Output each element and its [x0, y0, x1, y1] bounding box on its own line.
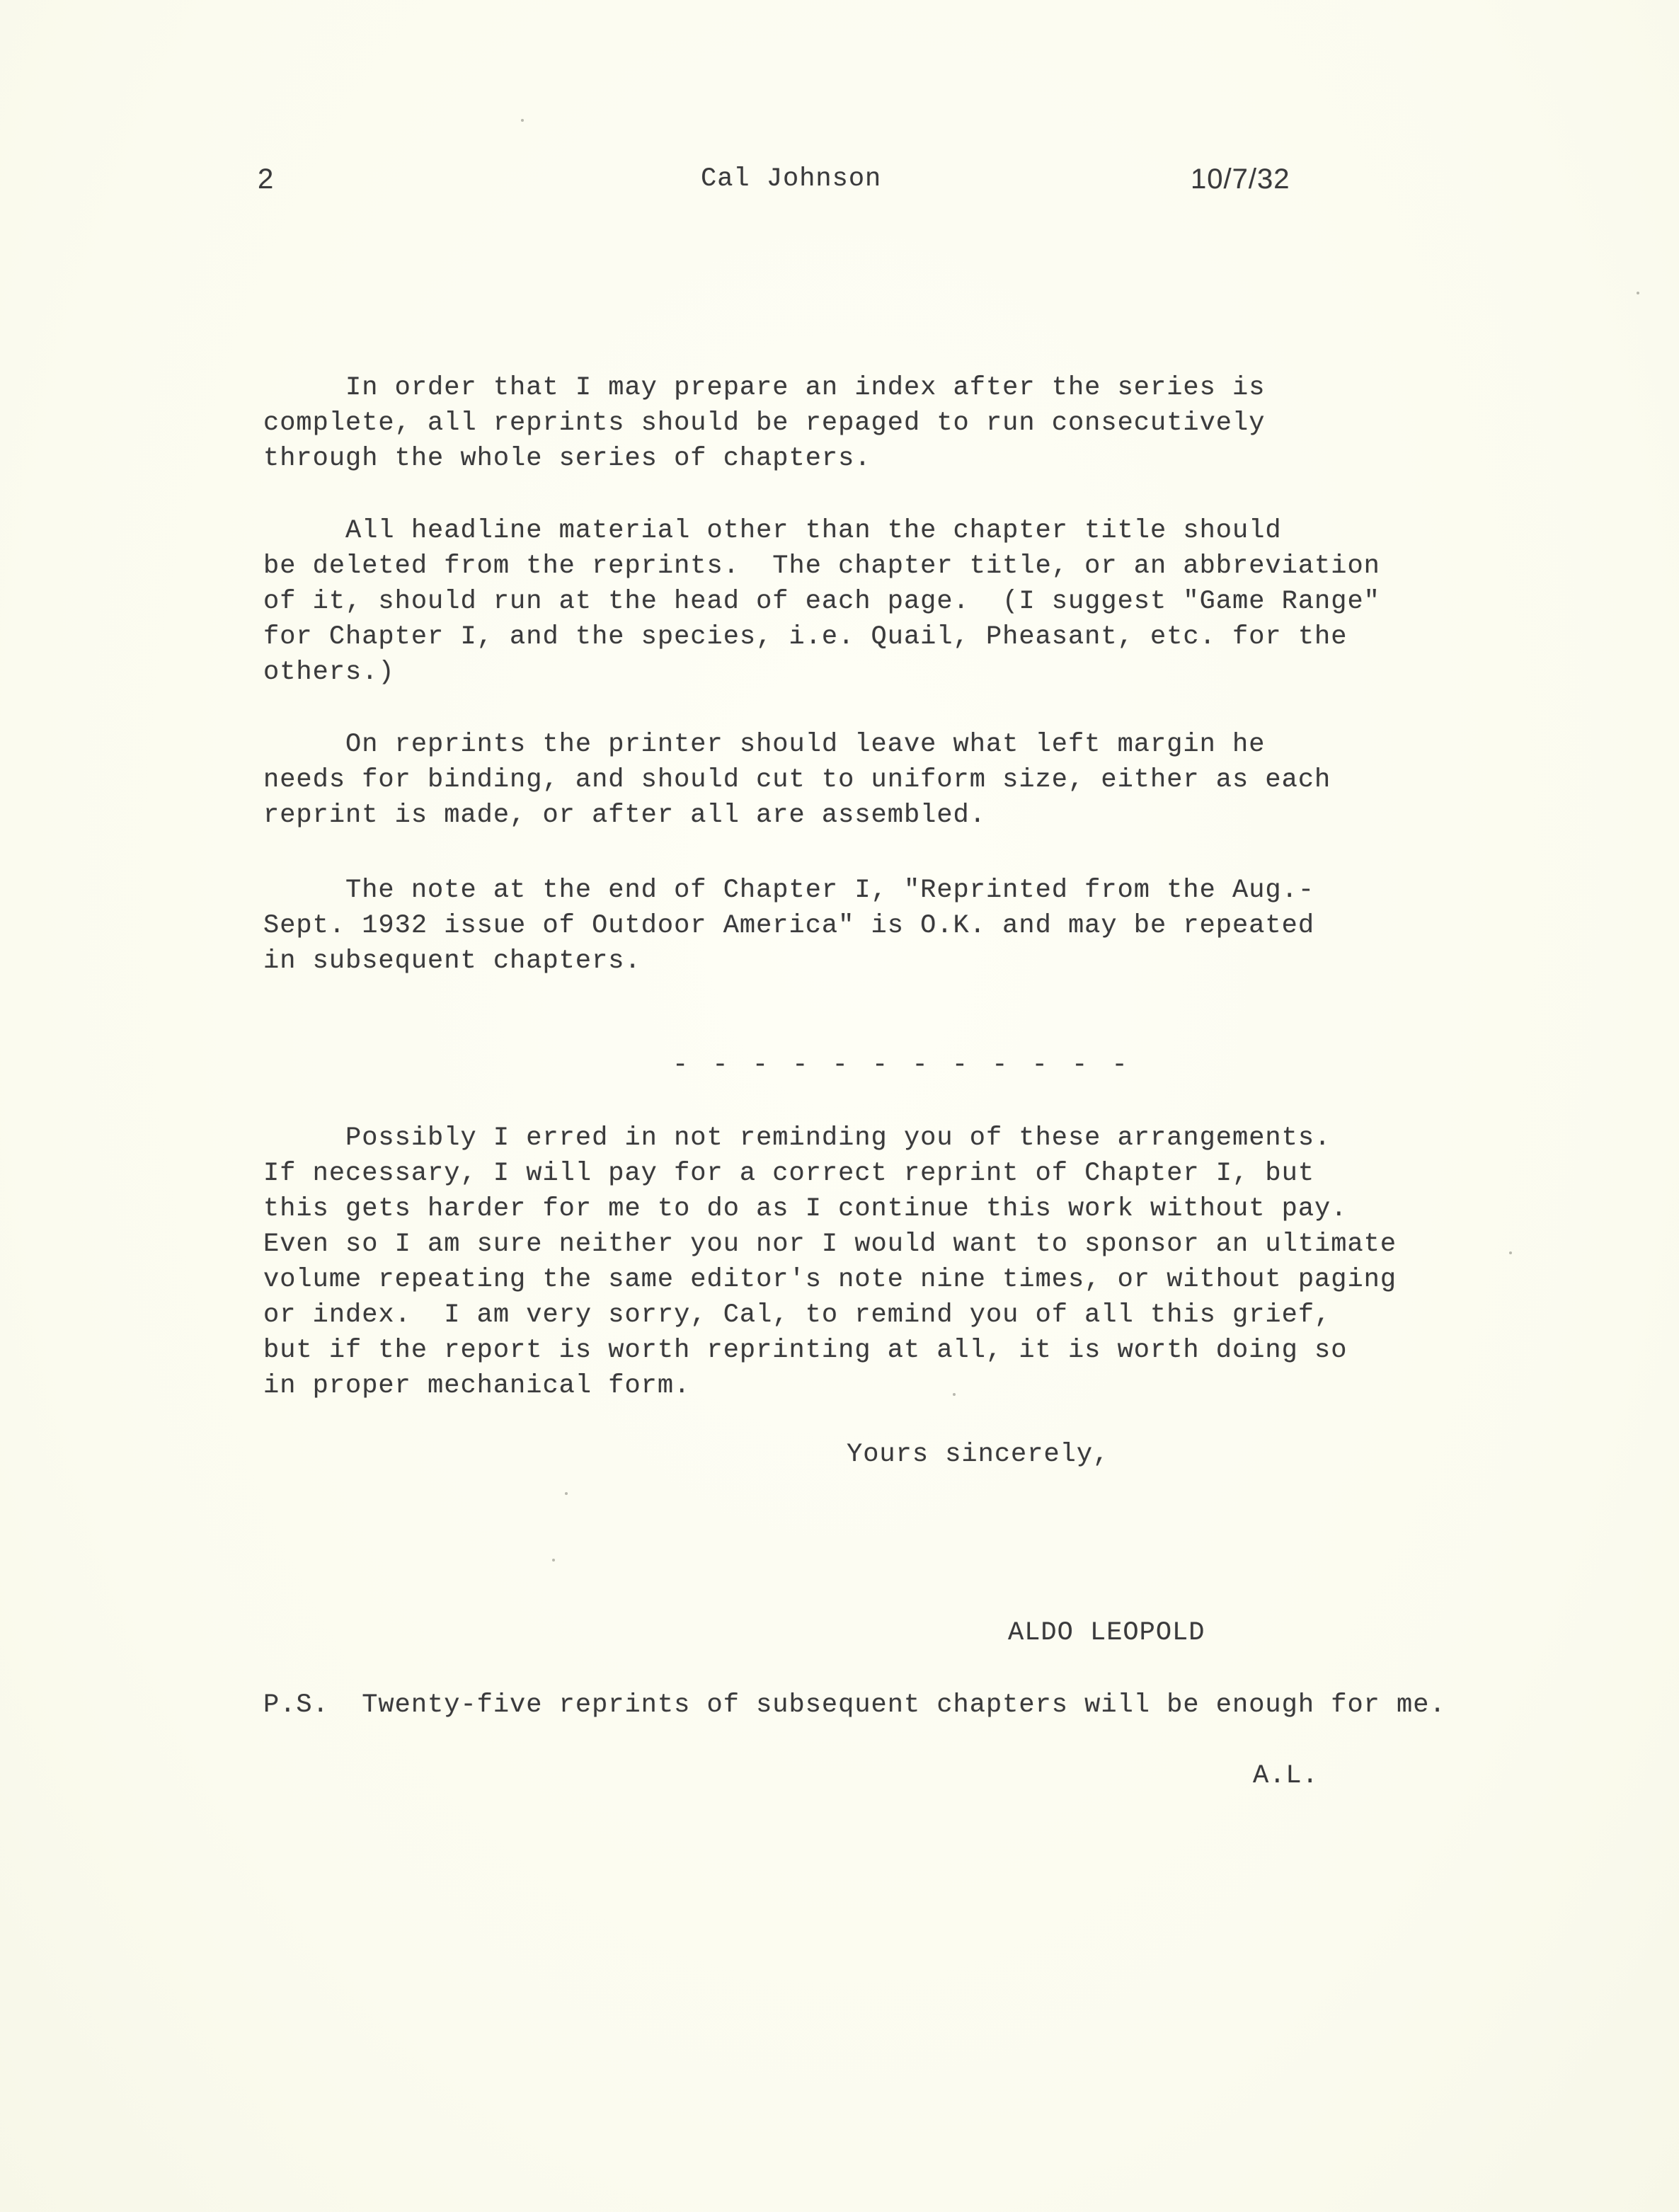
paper-speck [953, 1393, 956, 1396]
paragraph-margins: On reprints the printer should leave what left margin he needs for binding, and should cut to uniform size, either as each reprint is made, or after all are assembled. [263, 730, 1331, 830]
letter-date: 10/7/32 [1191, 164, 1290, 195]
complimentary-close: Yours sincerely, [847, 1440, 1110, 1469]
paragraph-note: The note at the end of Chapter I, "Reprinted from the Aug.- Sept. 1932 issue of Outdoor America" is O.K. and may be repeated in subsequent chapters. [263, 876, 1315, 976]
recipient-name: Cal Johnson [701, 164, 882, 194]
paragraph-headline: All headline material other than the chapter title should be deleted from the reprints. The chapter title, or an abbreviation of it, should run at the head of each page. (I suggest "Game Range" for Chapter I, and the species, i.e. Quail, Pheasant, etc. for the others.) [263, 516, 1380, 687]
postscript-initials: A.L. [1253, 1761, 1319, 1791]
page-number: 2 [258, 164, 275, 195]
section-separator: - - - - - - - - - - - - [672, 1050, 1132, 1080]
paper-speck [552, 1559, 555, 1561]
paper-speck [1637, 292, 1639, 294]
paragraph-index: In order that I may prepare an index after the series is complete, all reprints should be repaged to run consecutively through the whole series of chapters. [263, 373, 1266, 474]
paragraph-apology: Possibly I erred in not reminding you of these arrangements. If necessary, I will pay for a correct reprint of Chapter I, but this gets harder for me to do as I continue this work without pay. Even so I am sure neither you nor I would want to sponsor an ultimate volume repeating the same editor's note nine times, or without paging or index. I am very sorry, Cal, to remind you of all this grief, but if the report is worth reprinting at all, it is worth doing so in proper mechanical form. [263, 1123, 1397, 1401]
paper-speck [565, 1492, 568, 1495]
postscript: P.S. Twenty-five reprints of subsequent chapters will be enough for me. [263, 1690, 1446, 1720]
paper-speck [521, 119, 524, 122]
paper-speck [1509, 1251, 1512, 1254]
signature-block: ALDO LEOPOLD [1008, 1618, 1205, 1648]
